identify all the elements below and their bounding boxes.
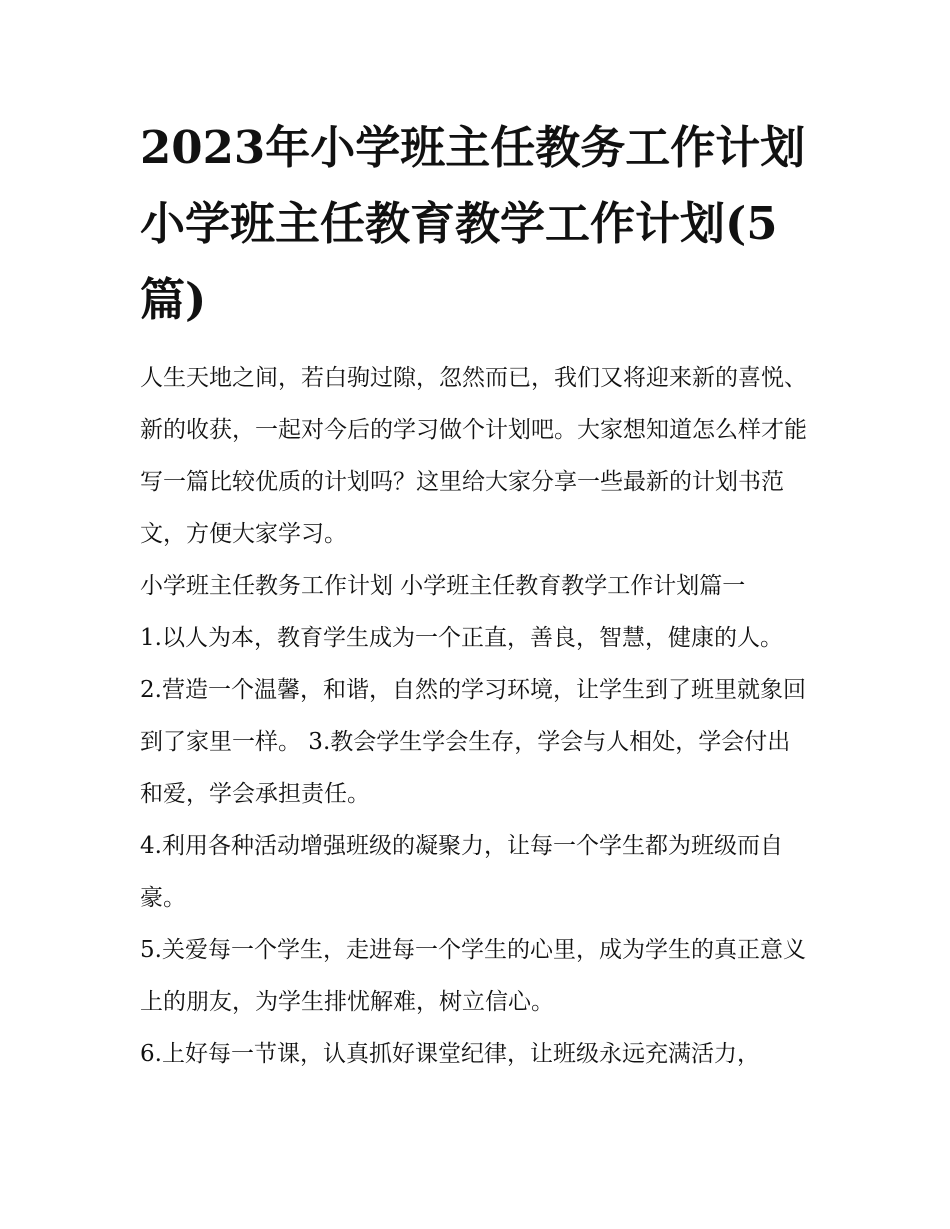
document-content [140, 110, 812, 1080]
list-item-6: 6.上好每一节课，认真抓好课堂纪律，让班级永远充满活力， [140, 1041, 760, 1067]
intro-paragraph: 人生天地之间，若白驹过隙，忽然而已，我们又将迎来新的喜悦、新的收获，一起对今后的学习做个计划吧。大家想知道怎么样才能写一篇比较优质的计划吗？这里给大家分享一些最新的计划书范文，方便大家学习。 [140, 365, 807, 547]
list-item-4: 4.利用各种活动增强班级的凝聚力，让每一个学生都为班级而自豪。 [140, 833, 783, 911]
section-heading: 小学班主任教务工作计划 小学班主任教育教学工作计划篇一 [140, 573, 746, 599]
list-item-2-3: 2.营造一个温馨，和谐，自然的学习环境，让学生到了班里就象回到了家里一样。 3.教会学生学会生存，学会与人相处，学会付出和爱，学会承担责任。 [140, 677, 806, 807]
list-item-5: 5.关爱每一个学生，走进每一个学生的心里，成为学生的真正意义上的朋友，为学生排忧解难，树立信心。 [140, 937, 806, 1015]
document-title: 2023年小学班主任教务工作计划 小学班主任教育教学工作计划(5篇) [140, 121, 806, 326]
list-item-1: 1.以人为本，教育学生成为一个正直，善良，智慧，健康的人。 [140, 625, 783, 651]
